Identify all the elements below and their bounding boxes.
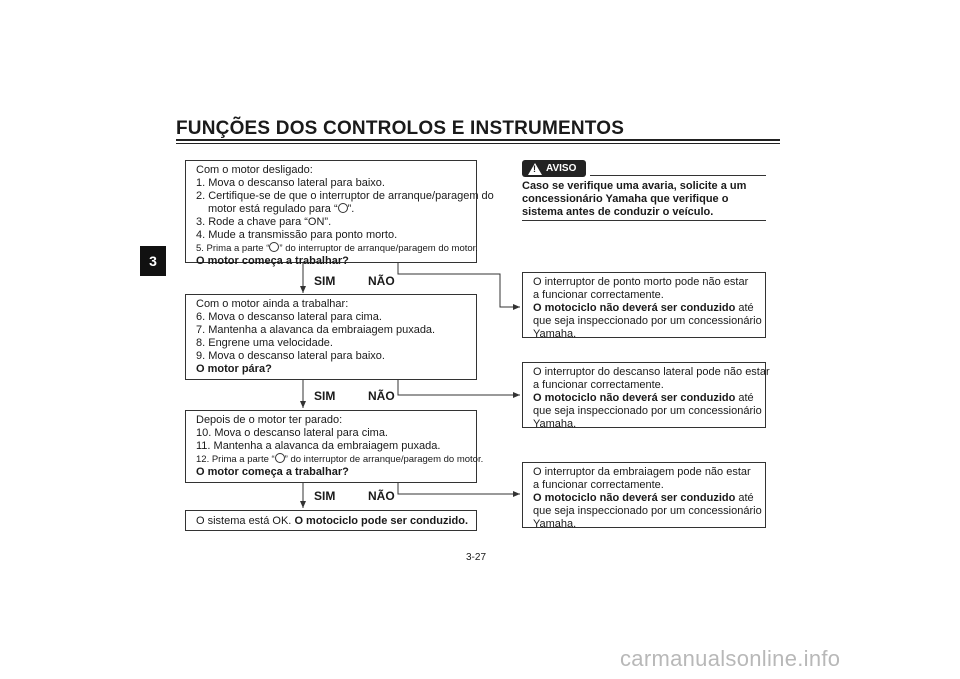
result-line: O interruptor do descanso lateral pode não estar (533, 366, 770, 378)
box1-line: 5. Prima a parte “ ” do interruptor de arranque/paragem do motor. (196, 243, 478, 254)
result-line: que seja inspeccionado por um concessionário (533, 505, 762, 517)
box1-line: motor está regulado para “ ”. (208, 203, 355, 215)
box3-line: 10. Mova o descanso lateral para cima. (196, 427, 388, 439)
warning-bottom-rule (522, 220, 766, 221)
result-line: a funcionar correctamente. (533, 479, 664, 491)
page-title: FUNÇÕES DOS CONTROLOS E INSTRUMENTOS (176, 118, 625, 139)
result-line: que seja inspeccionado por um concessionário (533, 315, 762, 327)
box3-question: O motor começa a trabalhar? (196, 466, 349, 478)
step-box-2 (185, 294, 477, 380)
box1-line: 3. Rode a chave para “ON”. (196, 216, 332, 228)
yes-label-2: SIM (314, 389, 336, 403)
box2-line: 7. Mantenha a alavanca da embraiagem puxada. (196, 324, 436, 336)
box3-line: 11. Mantenha a alavanca da embraiagem puxada. (196, 440, 441, 452)
result-line: Yamaha. (533, 328, 577, 340)
start-button-icon (269, 242, 279, 252)
box3-line: 12. Prima a parte “ ” do interruptor de arranque/paragem do motor. (196, 454, 484, 465)
result-line: O interruptor da embraiagem pode não estar (533, 466, 751, 478)
box2-question: O motor pára? (196, 363, 272, 375)
result-box-clutch (522, 462, 766, 528)
box1-line: Com o motor desligado: (196, 164, 313, 176)
warning-rule (590, 175, 766, 176)
warning-badge: ! AVISO (522, 160, 586, 177)
no-label-1: NÃO (368, 274, 395, 288)
box1-line: 2. Certifique-se de que o interruptor de arranque/paragem do (196, 190, 494, 202)
box3-line: Depois de o motor ter parado: (196, 414, 343, 426)
result-line: O motociclo não deverá ser conduzido até (533, 392, 754, 404)
box2-line: 9. Mova o descanso lateral para baixo. (196, 350, 385, 362)
result-ok-box (185, 510, 477, 531)
box2-line: 8. Engrene uma velocidade. (196, 337, 333, 349)
step-box-3 (185, 410, 484, 483)
ok-line: O sistema está OK. O motociclo pode ser conduzido. (196, 515, 469, 527)
result-line: Yamaha. (533, 518, 577, 530)
section-tab: 3 (140, 246, 166, 276)
box1-line: 1. Mova o descanso lateral para baixo. (196, 177, 385, 189)
no-label-2: NÃO (368, 389, 395, 403)
result-line: a funcionar correctamente. (533, 289, 664, 301)
box1-question: O motor começa a trabalhar? (196, 255, 349, 267)
no-arrow-3 (398, 483, 520, 494)
result-line: Yamaha. (533, 418, 577, 430)
no-arrow-2 (398, 380, 520, 395)
box1-line: 4. Mude a transmissão para ponto morto. (196, 229, 398, 241)
result-line: O motociclo não deverá ser conduzido até (533, 302, 754, 314)
box2-line: Com o motor ainda a trabalhar: (196, 298, 349, 310)
engine-run-icon (338, 203, 348, 213)
page-number: 3-27 (466, 552, 487, 563)
warning-text: Caso se verifique uma avaria, solicite a um concessionário Yamaha que verifique o sistema antes de conduzir o veículo. (522, 180, 747, 218)
step-box-1 (185, 160, 494, 267)
result-box-sidestand (522, 362, 770, 430)
result-box-neutral (522, 272, 766, 338)
warning-triangle-icon: ! (528, 163, 542, 175)
yes-label-1: SIM (314, 274, 336, 288)
result-line: O interruptor de ponto morto pode não estar (533, 276, 749, 288)
watermark-text[interactable]: carmanualsonline.info (620, 646, 841, 671)
no-label-3: NÃO (368, 489, 395, 503)
start-button-icon (275, 453, 285, 463)
yes-label-3: SIM (314, 489, 336, 503)
result-line: que seja inspeccionado por um concessionário (533, 405, 762, 417)
result-line: a funcionar correctamente. (533, 379, 664, 391)
box2-line: 6. Mova o descanso lateral para cima. (196, 311, 382, 323)
result-line: O motociclo não deverá ser conduzido até (533, 492, 754, 504)
